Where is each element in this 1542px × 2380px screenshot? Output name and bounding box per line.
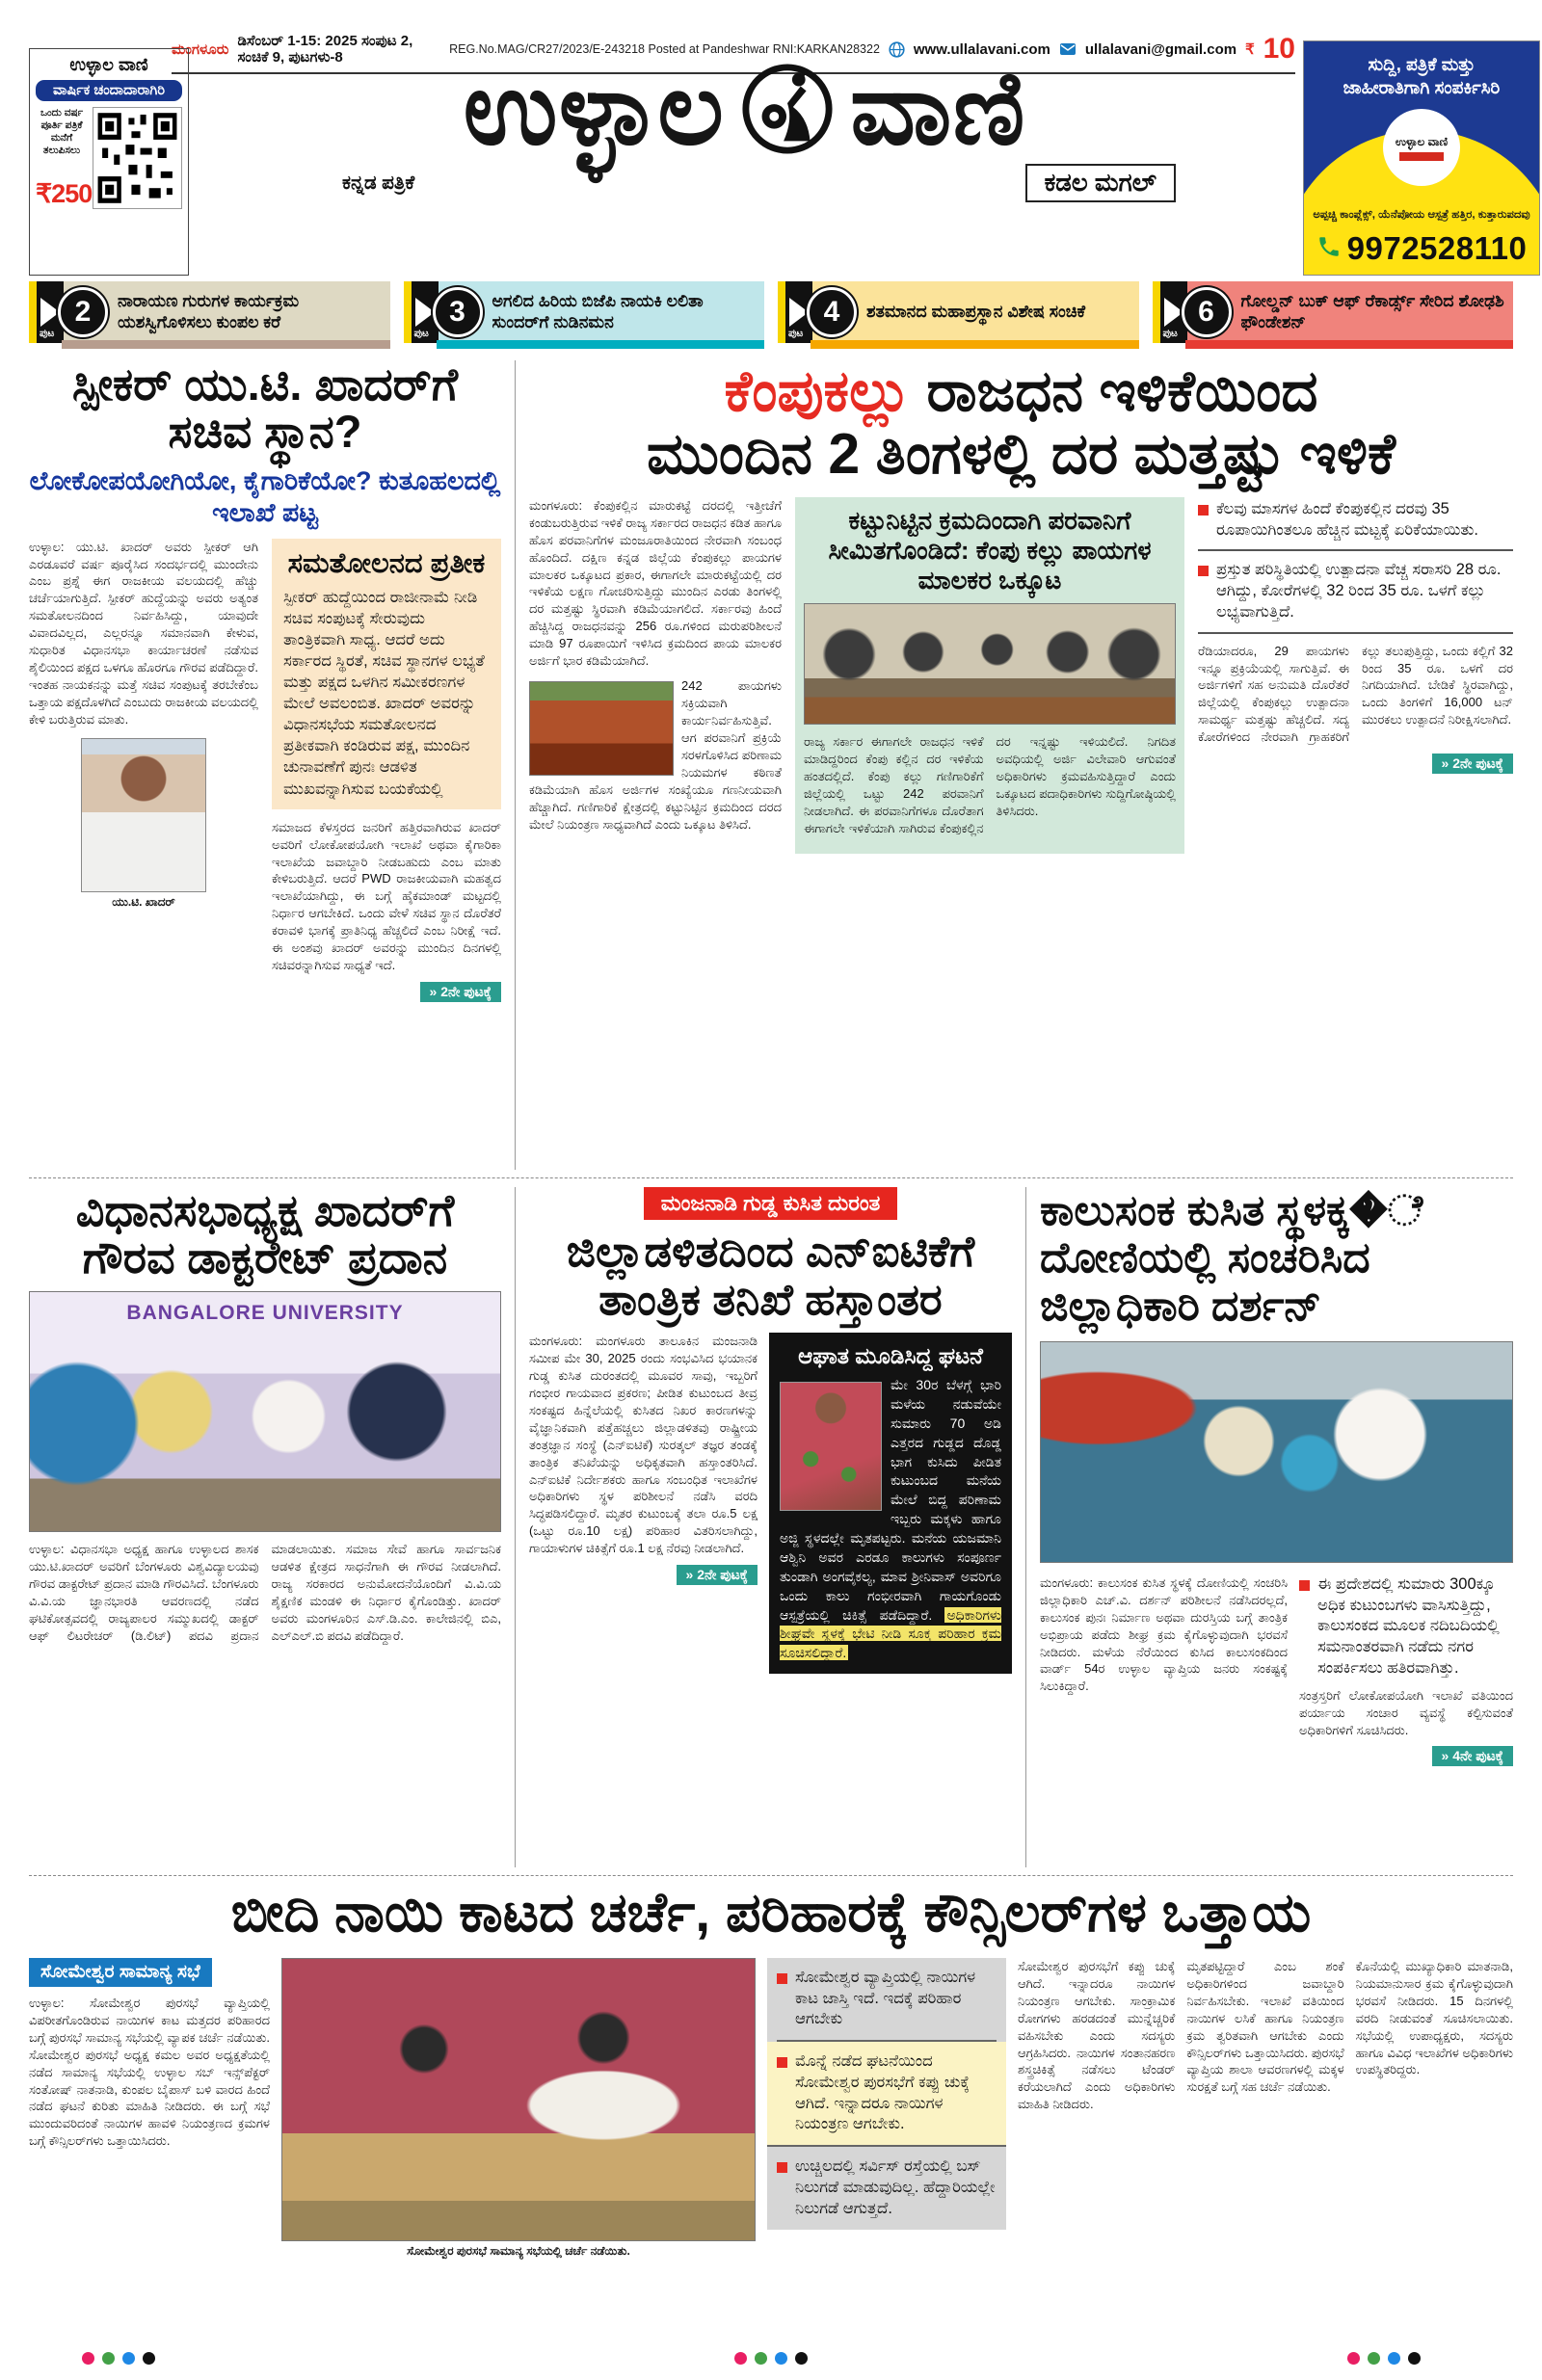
continued-tag[interactable]: » 2ನೇ ಪುಟಕ್ಕೆ [420,982,501,1002]
subscription-price: ₹250 [36,179,93,208]
redstone-headline [529,360,1513,486]
registration-dots [734,2352,808,2365]
teaser-page-number: 4 [807,287,857,337]
bullet-square-icon [1299,1580,1310,1591]
landslide-headline [529,1228,1012,1323]
khader-portrait-photo [81,738,206,892]
meeting-photo-caption: ಸೋಮೇಶ್ವರ ಪುರಸಭೆ ಸಾಮಾನ್ಯ ಸಭೆಯಲ್ಲಿ ಚರ್ಚೆ ನಡೆಯಿತು. [407,2243,630,2258]
victim-photo [780,1382,882,1511]
dot [122,2352,135,2365]
boat-inspection-photo [1040,1341,1513,1563]
dot [734,2352,747,2365]
cover-price: 10 [1263,33,1295,65]
dancer-logo-icon [740,62,835,156]
meeting-label: ಸೋಮೇಶ್ವರ ಸಾಮಾನ್ಯ ಸಭೆ [29,1958,212,1987]
qr-code [93,107,182,209]
bullet-text: ಪ್ರಸ್ತುತ ಪರಿಸ್ಥಿತಿಯಲ್ಲಿ ಉತ್ಪಾದನಾ ವೆಚ್ಚ ಸರಾಸರಿ 28 ರೂ. ಆಗಿದ್ದು, ಕೋರೆಗಳಲ್ಲಿ 32 ರಿಂದ 35 ರೂ. ಒಳಗೆ ಕಲ್ಲು ಲಭ್ಯವಾಗುತ್ತಿದೆ. [1216,561,1502,621]
email-icon [1059,42,1077,56]
registration-dots [82,2352,155,2365]
highlight-bullet [1198,497,1513,552]
speaker-body-col2: ಸಮಾಜದ ಕೆಳಸ್ತರದ ಜನರಿಗೆ ಹತ್ತಿರವಾಗಿರುವ ಖಾದರ್ ಅವರಿಗೆ ಲೋಕೋಪಯೋಗಿ ಇಲಾಖೆ ಅಥವಾ ಕೈಗಾರಿಕಾ ಇಲಾಖೆಯ ಜವಾಬ್ದಾರಿ ನೀಡಬಹುದು ಎಂಬ ಮಾತು ಕೇಳಿಬರುತ್ತಿದೆ. ಆದರೆ PWD ರಾಜಕೀಯವಾಗಿ ಮಹತ್ವದ ಇಲಾಖೆಯಾಗಿದ್ದು, ಈ ಬಗ್ಗೆ ಹೈಕಮಾಂಡ್ ಮಟ್ಟದಲ್ಲಿ ನಿರ್ಧಾರ ಆಗಬೇಕಿದೆ. ಒಂದು ವೇಳೆ ಸಚಿವ ಸ್ಥಾನ ದೊರೆತರೆ ಕರಾವಳಿ ಭಾಗಕ್ಕೆ ಪ್ರಾತಿನಿಧ್ಯ ಹೆಚ್ಚಲಿದೆ ಎಂಬ ನಿರೀಕ್ಷೆ ಇದೆ. ಈ ಅಂಶವು ಖಾದರ್ ಅವರನ್ನು ಮುಂದಿನ ದಿನಗಳಲ್ಲಿ ಸಚಿವರನ್ನಾಗಿಸುವ ಸಾಧ್ಯತೆ ಇದೆ. [272,819,501,973]
teaser-page-number: 6 [1182,287,1232,337]
speaker-subhead: ಲೋಕೋಪಯೋಗಿಯೋ, ಕೈಗಾರಿಕೆಯೋ? ಕುತೂಹಲದಲ್ಲಿ ಇಲಾಖೆ ಪಟ್ಟ [29,465,501,527]
dot [795,2352,808,2365]
speaker-headline: ಸ್ಪೀಕರ್ ಯು.ಟಿ. ಖಾದರ್‌ಗೆ ಸಚಿವ ಸ್ಥಾನ? [71,358,459,458]
teaser-page-2[interactable] [29,281,390,343]
straydog-col-a: ಸೋಮೇಶ್ವರ ಪುರಸಭೆಗೆ ಕಪ್ಪು ಚುಕ್ಕೆ ಆಗಿದೆ. ಇನ್ನಾದರೂ ನಾಯಿಗಳ ನಿಯಂತ್ರಣ ಆಗಬೇಕು. ಸಾಂಕ್ರಾಮಿಕ ರೋಗಗಳು ಹರಡದಂತೆ ಮುನ್ನೆಚ್ಚರಿಕೆ ವಹಿಸಬೇಕು ಎಂದು ಸದಸ್ಯರು ಆಗ್ರಹಿಸಿದರು. ನಾಯಿಗಳ ಸಂತಾನಹರಣ ಶಸ್ತ್ರಚಿಕಿತ್ಸೆ ನಡೆಸಲು ಟೆಂಡರ್ ಕರೆಯಲಾಗಿದೆ ಎಂದು ಅಧಿಕಾರಿಗಳು ಮಾಹಿತಿ ನೀಡಿದರು. [1018,1958,1176,2112]
teaser-text: ಅಗಲಿದ ಹಿರಿಯ ಬಿಜೆಪಿ ನಾಯಕಿ ಲಲಿತಾ ಸುಂದರ್‌ಗೆ ನುಡಿನಮನ [492,291,704,331]
straydog-quote-box [767,1958,1006,2230]
redstone-right-text: ರೆಡಿಯಾದರೂ, 29 ಪಾಯಗಳು ಇನ್ನೂ ಪ್ರಕ್ರಿಯೆಯಲ್ಲಿ ಸಾಗುತ್ತಿವೆ. ಈ ಅರ್ಜಿಗಳಿಗೆ ಸಹ ಅನುಮತಿ ದೊರೆತರೆ ಜಿಲ್ಲೆಯಲ್ಲಿ ಕೆಂಪುಕಲ್ಲು ಉತ್ಪಾದನಾ ಸಾಮರ್ಥ್ಯ ಮತ್ತಷ್ಟು ಹೆಚ್ಚಲಿದೆ. ಸದ್ಯ ಕೋರೆಗಳಿಂದ ನೇರವಾಗಿ ಗ್ರಾಹಕರಿಗೆ ಕಲ್ಲು ತಲುಪುತ್ತಿದ್ದು, ಒಂದು ಕಲ್ಲಿಗೆ 32 ರಿಂದ 35 ರೂ. ಒಳಗೆ ದರ ನಿಗದಿಯಾಗಿದೆ. ಬೇಡಿಕೆ ಸ್ಥಿರವಾಗಿದ್ದು, ಒಂದು ತಿಂಗಳಿಗೆ 16,000 ಟನ್ ಮುರಕಲು ಉತ್ಪಾದನೆ ನಿರೀಕ್ಷಿಸಲಾಗಿದೆ. [1198,643,1513,745]
redstone-body-col1b: 242 ಪಾಯಗಳು ಸಕ್ರಿಯವಾಗಿ ಕಾರ್ಯನಿರ್ವಹಿಸುತ್ತಿವೆ. ಆಗ ಪರವಾನಿಗೆ ಪ್ರಕ್ರಿಯೆ ಸರಳಗೊಳಿಸಿದ ಪರಿಣಾಮ ನಿಯಮಗಳ ಕಠಿಣತೆ ಕಡಿಮೆಯಾಗಿ ಹೊಸ ಅರ್ಜಿಗಳ ಸಂಖ್ಯೆಯೂ ಗಣನೀಯವಾಗಿ ಹೆಚ್ಚಾಗಿದೆ. ಗಣಿಗಾರಿಕೆ ಕ್ಷೇತ್ರದಲ್ಲಿ ಕಟ್ಟುನಿಟ್ಟಿನ ಕ್ರಮದಿಂದ ದರದ ಮೇಲೆ ನಿಯಂತ್ರಣ ಸಾಧ್ಯವಾಗಿದೆ ಎಂದು ಒಕ್ಕೂಟ ತಿಳಿಸಿದೆ. [529,678,782,832]
doctorate-headline-line2: ಗೌರವ ಡಾಕ್ಟರೇಟ್ ಪ್ರದಾನ [82,1232,448,1283]
dot [82,2352,94,2365]
black-box-title: ಆಘಾತ ಮೂಡಿಸಿದ್ದ ಘಟನೆ [798,1343,983,1368]
landslide-headline-line1: ಜಿಲ್ಲಾಡಳಿತದಿಂದ ಎನ್‌ಐಟಿಕೆಗೆ [566,1227,975,1276]
dot [1368,2352,1380,2365]
footbridge-bullet [1299,1574,1513,1687]
straydog-intro: ಉಳ್ಳಾಲ: ಸೋಮೇಶ್ವರ ಪುರಸಭೆ ವ್ಯಾಪ್ತಿಯಲ್ಲಿ ವಿಪರೀತಗೊಂಡಿರುವ ನಾಯಿಗಳ ಕಾಟ ಮತ್ತದರ ಪರಿಹಾರದ ಬಗ್ಗೆ ಪುರಸಭೆ ಸಾಮಾನ್ಯ ಸಭೆಯಲ್ಲಿ ವ್ಯಾಪಕ ಚರ್ಚೆ ನಡೆಯಿತು. ಸೋಮೇಶ್ವರ ಪುರಸಭೆ ಅಧ್ಯಕ್ಷ ಕಮಲ ಅವರ ಅಧ್ಯಕ್ಷತೆಯಲ್ಲಿ ನಡೆದ ಸಾಮಾನ್ಯ ಸಭೆಯಲ್ಲಿ ಉಳ್ಳಾಲ ಸಬ್ ಇನ್ಸ್‌ಪೆಕ್ಟರ್ ಸಂತೋಷ್ ನಾತನಾಡಿ, ಕುಂಪಲ ಬೈಪಾಸ್ ಬಳಿ ವಾರದ ಹಿಂದೆ ನಡೆದ ಘಟನೆ ಕುರಿತು ಮಾಹಿತಿ ನೀಡಿದರು. ಈ ಬಗ್ಗೆ ಸಭೆ ಮುಂದುವರಿದಂತೆ ನಾಯಿಗಳ ಹಾವಳಿ ನಿಯಂತ್ರಣದ ಕ್ರಮಗಳ ಬಗ್ಗೆ ಕೌನ್ಸಿಲರ್‌ಗಳು ಒತ್ತಾಯಿಸಿದರು. [29,1995,270,2149]
subscription-bar: ವಾರ್ಷಿಕ ಚಂದಾದಾರಾಗಿರಿ [36,80,182,101]
masthead [198,52,1291,202]
teaser-page-label: ಪುಟ [1162,328,1178,339]
teaser-page-4[interactable] [778,281,1139,343]
teaser-text: ಗೋಲ್ಡನ್ ಬುಕ್ ಆಫ್ ರೆಕಾರ್ಡ್ಸ್ ಸೇರಿದ ಶೋಢಶಿ ಫೌಂಡೇಶನ್ [1240,291,1504,331]
newspaper-title [198,52,1291,166]
section-divider [29,1875,1513,1876]
dot [1388,2352,1400,2365]
registration-dots [1347,2352,1421,2365]
black-box-highlight: ಅಧಿಕಾರಿಗಳು ಶೀಘ್ರವೇ ಸ್ಥಳಕ್ಕೆ ಭೇಟಿ ನೀಡಿ ಸೂಕ್ತ ಪರಿಹಾರ ಕ್ರಮ ಸೂಚಿಸಲಿದ್ದಾರೆ. [780,1606,1001,1661]
teaser-page-number: 3 [433,287,483,337]
subscription-brand: ಉಳ್ಳಾಲ ವಾಣಿ [69,55,148,74]
redstone-center-text: ರಾಜ್ಯ ಸರ್ಕಾರ ಈಗಾಗಲೇ ರಾಜಧನ ಇಳಿಕೆ ಮಾಡಿದ್ದರಿಂದ ಕೆಂಪು ಕಲ್ಲಿನ ದರ ಇಳಿಕೆಯ ಹಂತದಲ್ಲಿದೆ. ಕೆಂಪು ಕಲ್ಲು ಗಣಿಗಾರಿಕೆಗೆ ಜಿಲ್ಲೆಯಲ್ಲಿ ಒಟ್ಟು 242 ಪರವಾನಿಗೆ ನೀಡಲಾಗಿದೆ. ಈ ಪರವಾನಿಗೆಗಳೂ ದೊರೆತಾಗ ಈಗಾಗಲೇ ಇಳಿಕೆಯಾಗಿ ಸಾಗಿರುವ ಕೆಂಪುಕಲ್ಲಿನ ದರ ಇನ್ನಷ್ಟು ಇಳಿಯಲಿದೆ. ನಿಗದಿತ ಅವಧಿಯಲ್ಲಿ ಅರ್ಜಿ ವಿಲೇವಾರಿ ಆಗುವಂತೆ ಅಧಿಕಾರಿಗಳು ಕ್ರಮವಹಿಸುತ್ತಿದ್ದಾರೆ ಎಂದು ಒಕ್ಕೂಟದ ಪದಾಧಿಕಾರಿಗಳು ಸುದ್ದಿಗೋಷ್ಠಿಯಲ್ಲಿ ತಿಳಿಸಿದರು. [804,734,1176,836]
article-honorary-doctorate [29,1187,516,1867]
page-teaser-strip [29,281,1513,343]
bullet-square-icon [777,2057,787,2068]
redstone-headline-accent: ಕೆಂಪುಕಲ್ಲು [724,359,912,423]
bullet-square-icon [1198,505,1209,516]
teaser-page-number: 2 [58,287,108,337]
masthead-tagline-left: ಕನ್ನಡ ಪತ್ರಿಕೆ [342,172,415,194]
article-landslide-probe [516,1187,1026,1867]
doctorate-body: ಉಳ್ಳಾಲ: ವಿಧಾನಸಭಾ ಅಧ್ಯಕ್ಷ ಹಾಗೂ ಉಳ್ಳಾಲದ ಶಾಸಕ ಯು.ಟಿ.ಖಾದರ್ ಅವರಿಗೆ ಬೆಂಗಳೂರು ವಿಶ್ವವಿದ್ಯಾಲಯವು ಗೌರವ ಡಾಕ್ಟರೇಟ್ ಪ್ರದಾನ ಮಾಡಿ ಗೌರವಿಸಿದೆ. ಬೆಂಗಳೂರು ವಿ.ವಿ.ಯ ಜ್ಞಾನಭಾರತಿ ಆವರಣದಲ್ಲಿ ನಡೆದ ಘಟಿಕೋತ್ಸವದಲ್ಲಿ ರಾಜ್ಯಪಾಲರ ಸಮ್ಮುಖದಲ್ಲಿ ಡಾಕ್ಟರ್ ಆಫ್ ಲಿಟರೇಚರ್ (ಡಿ.ಲಿಟ್) ಪದವಿ ಪ್ರದಾನ ಮಾಡಲಾಯಿತು. ಸಮಾಜ ಸೇವೆ ಹಾಗೂ ಸಾರ್ವಜನಿಕ ಆಡಳಿತ ಕ್ಷೇತ್ರದ ಸಾಧನೆಗಾಗಿ ಈ ಗೌರವ ನೀಡಲಾಗಿದೆ. ರಾಜ್ಯ ಸರಕಾರದ ಅನುಮೋದನೆಯೊಂದಿಗೆ ವಿ.ವಿ.ಯ ಶೈಕ್ಷಣಿಕ ಮಂಡಳಿ ಈ ನಿರ್ಧಾರ ಕೈಗೊಂಡಿತ್ತು. ಖಾದರ್ ಅವರು ಮಂಗಳೂರಿನ ಎಸ್.ಡಿ.ಎಂ. ಕಾಲೇಜಿನಲ್ಲಿ ಬಿಎ, ಎಲ್‌ಎಲ್.ಬಿ ಪದವಿ ಪಡೆದಿದ್ದಾರೆ. [29,1542,501,1644]
redstone-highlights [1198,497,1513,854]
contact-ad-line1: ಸುದ್ದಿ, ಪತ್ರಿಕೆ ಮತ್ತು [1368,54,1476,74]
teaser-page-label: ಪುಟ [413,328,429,339]
footbridge-headline-line2: ದೋಣಿಯಲ್ಲಿ ಸಂಚರಿಸಿದ [1040,1234,1370,1283]
laterite-quarry-photo [529,681,674,776]
photo-banner-text: BANGALORE UNIVERSITY [126,1302,404,1325]
bullet-square-icon [777,1973,787,1984]
bullet-square-icon [1198,566,1209,576]
speaker-body-col1: ಉಳ್ಳಾಲ: ಯು.ಟಿ. ಖಾದರ್ ಅವರು ಸ್ಪೀಕರ್ ಆಗಿ ಎರಡೂವರೆ ವರ್ಷ ಪೂರೈಸಿದ ಸಂದರ್ಭದಲ್ಲಿ ಮುಂದೇನು ಎಂಬ ಪ್ರಶ್ನೆ ಈಗ ರಾಜಕೀಯ ವಲಯದಲ್ಲಿ ಹೆಚ್ಚು ಚರ್ಚೆಯಾಗುತ್ತಿದೆ. ಸ್ಪೀಕರ್ ಹುದ್ದೆಯನ್ನು ಅವರು ಅತ್ಯಂತ ಸಮತೋಲನದಿಂದ ನಿರ್ವಹಿಸಿದ್ದು, ಯಾವುದೇ ವಿವಾದವಿಲ್ಲದ, ಎಲ್ಲರನ್ನೂ ಸಮಾನವಾಗಿ ಕೇಳುವ, ಸುಧಾರಿತ ವಿಧಾನಸಭಾ ಕಾರ್ಯಾಚರಣೆ ನಡೆಸುವ ಶೈಲಿಯಿಂದ ಪಕ್ಷದ ಒಳಗೂ ಹೊರಗೂ ಗೌರವ ಪಡೆದಿದ್ದಾರೆ. ಇಂತಹ ನಾಯಕನನ್ನು ಮತ್ತೆ ಸಚಿವ ಸಂಪುಟಕ್ಕೆ ತರಬೇಕೆಂಬ ಒತ್ತಾಯ ಪಕ್ಷದೊಳಗಿದೆ ಎಂಬುದು ರಾಜಕೀಯ ವಲಯದಲ್ಲಿ ಕೇಳಿ ಬರುತ್ತಿರುವ ಮಾತು. [29,539,258,727]
dot [1347,2352,1360,2365]
title-word-left: ಉಳ್ಳಾಲ [463,52,725,166]
title-word-right: ವಾಣಿ [849,52,1026,166]
currency-symbol: ₹ [1245,41,1255,58]
black-box-text: ಮೇ 30ರ ಬೆಳಗ್ಗೆ ಭಾರಿ ಮಳೆಯ ನಡುವೆಯೇ ಸುಮಾರು 70 ಅಡಿ ಎತ್ತರದ ಗುಡ್ಡದ ದೊಡ್ಡ ಭಾಗ ಕುಸಿದು ಪೀಡಿತ ಕುಟುಂಬದ ಮನೆಯ ಮೇಲೆ ಬಿದ್ದ ಪರಿಣಾಮ ಇಬ್ಬರು ಮಕ್ಕಳು ಹಾಗೂ ಅಜ್ಜಿ ಸ್ಥಳದಲ್ಲೇ ಮೃತಪಟ್ಟರು. ಮನೆಯ ಯಜಮಾನಿ ಆಶ್ವಿನಿ ಅವರ ಎರಡೂ ಕಾಲುಗಳು ಸಂಪೂರ್ಣ ತುಂಡಾಗಿ ಅಂಗವೈಕಲ್ಯ, ಮಾವ ಶ್ರೀನಿವಾಸ್ ಅವರಿಗೂ ಒಂದು ಕಾಲು ಗಂಭೀರವಾಗಿ ಗಾಯಗೊಂಡು ಆಸ್ಪತ್ರೆಯಲ್ಲಿ ಚಿಕಿತ್ಸೆ ಪಡೆದಿದ್ದಾರೆ. [780,1377,1001,1623]
continued-tag[interactable]: » 2ನೇ ಪುಟಕ್ಕೆ [1432,754,1513,774]
doctorate-headline [29,1187,501,1282]
article-footbridge-dc-visit [1026,1187,1513,1867]
subscription-offer: ಒಂದು ವರ್ಷ ಪೂರ್ತಿ ಪತ್ರಿಕೆ ಮನೆಗೆ ತಲುಪಿಸಲು [40,107,84,156]
section-divider [29,1177,1513,1178]
bullet-text: ಉಚ್ಚಿಲದಲ್ಲಿ ಸರ್ವಿಸ್ ರಸ್ತೆಯಲ್ಲಿ ಬಸ್ ನಿಲುಗಡೆ ಮಾಡುವುದಿಲ್ಲ. ಹೆದ್ದಾರಿಯಲ್ಲೇ ನಿಲುಗಡೆ ಆಗುತ್ತದೆ. [795,2157,996,2217]
contact-ad-line2: ಜಾಹೀರಾತಿಗಾಗಿ ಸಂಪರ್ಕಿಸಿರಿ [1343,77,1501,98]
bullet-square-icon [777,2162,787,2173]
landslide-kicker: ಮಂಜನಾಡಿ ಗುಡ್ಡ ಕುಸಿತ ದುರಂತ [644,1187,898,1220]
footbridge-headline [1040,1187,1513,1330]
landslide-black-box [769,1333,1012,1674]
footbridge-headline-line1: ಕಾಲುಸಂಕ ಕುಸಿತ ಸ್ಥಳಕ್ಕ�ೆ [1040,1187,1423,1234]
article-speaker-khader [29,360,516,1170]
email-link[interactable]: ullalavani@gmail.com [1084,40,1237,58]
teaser-page-label: ಪುಟ [788,328,804,339]
khader-photo-caption: ಯು.ಟಿ. ಖಾದರ್ [112,894,175,909]
footbridge-body: ಮಂಗಳೂರು: ಕಾಲುಸಂಕ ಕುಸಿತ ಸ್ಥಳಕ್ಕೆ ದೋಣಿಯಲ್ಲಿ ಸಂಚರಿಸಿ ಜಿಲ್ಲಾಧಿಕಾರಿ ಎಚ್.ವಿ. ದರ್ಶನ್ ಪರಿಶೀಲನೆ ನಡೆಸಿದರಲ್ಲದೆ, ಕಾಲುಸಂಕ ಪುನಃ ನಿರ್ಮಾಣ ಅಥವಾ ದುರಸ್ತಿಯ ಬಗ್ಗೆ ತಾಂತ್ರಿಕ ಅಭಿಪ್ರಾಯ ಪಡೆದು ಶೀಘ್ರ ಕ್ರಮ ಕೈಗೊಳ್ಳುವುದಾಗಿ ಭರವಸೆ ನೀಡಿದರು. ಮಳೆಯ ನೆರೆಯಿಂದ ಕುಸಿದ ಕಾಲುಸಂಕದಿಂದ ವಾರ್ಡ್ 54ರ ಉಳ್ಳಾಲ ವ್ಯಾಪ್ತಿಯ ಜನರು ಸಂಕಷ್ಟಕ್ಕೆ ಸಿಲುಕಿದ್ದಾರೆ. [1040,1574,1288,1694]
sidebar-box-text: ಸ್ಪೀಕರ್ ಹುದ್ದೆಯಿಂದ ರಾಜೀನಾಮೆ ನೀಡಿ ಸಚಿವ ಸಂಪುಟಕ್ಕೆ ಸೇರುವುದು ತಾಂತ್ರಿಕವಾಗಿ ಸಾಧ್ಯ. ಆದರೆ ಅದು ಸರ್ಕಾರದ ಸ್ಥಿರತೆ, ಸಚಿವ ಸ್ಥಾನಗಳ ಲಭ್ಯತೆ ಮತ್ತು ಪಕ್ಷದ ಒಳಗಿನ ಸಮೀಕರಣಗಳ ಮೇಲೆ ಅವಲಂಬಿತ. ಖಾದರ್ ಅವರನ್ನು ವಿಧಾನಸಭೆಯ ಸಮತೋಲನದ ಪ್ರತೀಕವಾಗಿ ಕಂಡಿರುವ ಪಕ್ಷ, ಮುಂದಿನ ಚುನಾವಣೆಗೆ ಪುನಃ ಆಡಳಿತ ಮುಖವನ್ನಾಗಿಸುವ ಬಯಕೆಯಲ್ಲಿ [283,588,485,798]
dot [102,2352,115,2365]
masthead-tagline-right: ಕಡಲ ಮಗಲ್ [1025,164,1176,202]
bullet-text: ಈ ಪ್ರದೇಶದಲ್ಲಿ ಸುಮಾರು 300ಕ್ಕೂ ಅಧಿಕ ಕುಟುಂಬಗಳು ವಾಸಿಸುತ್ತಿದ್ದು, ಕಾಲುಸಂಕದ ಮೂಲಕ ನದಿಬದಿಯಲ್ಲಿ ಸಮನಾಂತರವಾಗಿ ನಡೆದು ನಗರ ಸಂಪರ್ಕಿಸಲು ಹತಿರವಾಗಿತ್ತು. [1317,1574,1500,1677]
teaser-text: ನಾರಾಯಣ ಗುರುಗಳ ಕಾರ್ಯಕ್ರಮ ಯಶಸ್ವಿಗೊಳಿಸಲು ಕುಂಪಲ ಕರೆ [118,291,300,331]
sidebar-box-title: ಸಮತೋಲನದ ಪ್ರತೀಕ [287,547,486,579]
speaker-sidebar-box [272,539,501,809]
dot [755,2352,767,2365]
redstone-body-col1: ಮಂಗಳೂರು: ಕೆಂಪುಕಲ್ಲಿನ ಮಾರುಕಟ್ಟೆ ದರದಲ್ಲಿ ಇತ್ತೀಚೆಗೆ ಕಂಡುಬರುತ್ತಿರುವ ಇಳಿಕೆ ರಾಜ್ಯ ಸರ್ಕಾರದ ರಾಜಧನ ಕಡಿತ ಹಾಗೂ ಹೊಸ ಪರವಾನಿಗೆಗಳ ಮಂಜೂರಾತಿಯಿಂದ ನೇರವಾಗಿ ಸಂಬಂಧ ಹೊಂದಿದೆ. ದಕ್ಷಿಣ ಕನ್ನಡ ಜಿಲ್ಲೆಯ ಕೆಂಪುಕಲ್ಲು ಪಾಯಗಳ ಮಾಲಕರ ಒಕ್ಕೂಟದ ಪ್ರಕಾರ, ಈಗಾಗಲೇ ಮಾರುಕಟ್ಟೆಯಲ್ಲಿ ದರ ಇಳಿಕೆಯ ಲಕ್ಷಣ ಗೋಚರಿಸುತ್ತಿದ್ದು ಮುಂದಿನ ಎರಡು ತಿಂಗಳಲ್ಲಿ ದರ ಮತ್ತಷ್ಟು ಸ್ಥಿರವಾಗಿ ಕಡಿಮೆಯಾಗಲಿದೆ. ಸರ್ಕಾರವು ಹಿಂದೆ ಹೆಚ್ಚಿಸಿದ್ದ ರಾಜಧನವನ್ನು 256 ರೂ.ಗಳಿಂದ ಮರುಪರಿಶೀಲನೆ ಮಾಡಿ 97 ರೂಪಾಯಿಗೆ ಇಳಿಸಿದ ಕ್ರಮದಿಂದ ಪಾಯ ಮಾಲಕರ ಅರ್ಜಿಗೆ ಭಾರ ಕಡಿಮೆಯಾಗಿದೆ. [529,497,782,669]
redstone-headline-rest: ರಾಜಧನ ಇಳಿಕೆಯಿಂದ [911,359,1318,423]
article-redstone-royalty [516,360,1513,1170]
quote-bullet [777,1958,997,2042]
issue-info: ಡಿಸೆಂಬರ್ 1-15: 2025 ಸಂಪುಟ 2, ಸಂಚಿಕೆ 9, ಪುಟಗಳು-8 [237,33,413,66]
teaser-page-6[interactable] [1153,281,1514,343]
ad-brand-name: ಉಳ್ಳಾಲ ವಾಣಿ [1395,134,1449,148]
dateline-city: ಮಂಗಳೂರು [172,40,229,58]
straydog-col-c: ಕೊನೆಯಲ್ಲಿ ಮುಖ್ಯಾಧಿಕಾರಿ ಮಾತನಾಡಿ, ನಿಯಮಾನುಸಾರ ಕ್ರಮ ಕೈಗೊಳ್ಳುವುದಾಗಿ ಭರವಸೆ ನೀಡಿದರು. 15 ದಿನಗಳಲ್ಲಿ ವರದಿ ನೀಡುವಂತೆ ಸೂಚಿಸಲಾಯಿತು. ಸಭೆಯಲ್ಲಿ ಉಪಾಧ್ಯಕ್ಷರು, ಸದಸ್ಯರು ಹಾಗೂ ವಿವಿಧ ಇಲಾಖೆಗಳ ಅಧಿಕಾರಿಗಳು ಉಪಸ್ಥಿತರಿದ್ದರು. [1355,1958,1513,2077]
straydog-col-b: ಮೃತಪಟ್ಟಿದ್ದಾರೆ ಎಂಬ ಶಂಕೆ ಅಧಿಕಾರಿಗಳಿಂದ ಜವಾಬ್ದಾರಿ ನಿರ್ವಹಿಸಬೇಕು. ಇಲಾಖೆ ವತಿಯಿಂದ ನಾಯಿಗಳ ಲಸಿಕೆ ಹಾಗೂ ನಿಯಂತ್ರಣ ಕ್ರಮ ತ್ವರಿತವಾಗಿ ಆಗಬೇಕು ಎಂದು ಕೌನ್ಸಿಲರ್‌ಗಳು ಒತ್ತಾಯಿಸಿದರು. ಪುರಸಭೆ ವ್ಯಾಪ್ತಿಯ ಶಾಲಾ ಆವರಣಗಳಲ್ಲಿ ಮಕ್ಕಳ ಸುರಕ್ಷತೆ ಬಗ್ಗೆ ಸಹ ಚರ್ಚೆ ನಡೆಯಿತು. [1186,1958,1344,2095]
doctorate-headline-line1: ವಿಧಾನಸಭಾಧ್ಯಕ್ಷ ಖಾದರ್‌ಗೆ [75,1185,455,1235]
ad-brand-band [1399,152,1444,161]
landslide-headline-line2: ತಾಂತ್ರಿಕ ತನಿಖೆ ಹಸ್ತಾಂತರ [598,1274,943,1324]
footbridge-headline-line3: ಜಿಲ್ಲಾಧಿಕಾರಿ ದರ್ಶನ್ [1040,1282,1322,1330]
press-conference-photo [804,603,1176,725]
doctorate-ceremony-photo [29,1291,501,1532]
quote-bullet-highlight [767,2042,1006,2147]
highlight-bullet [1198,551,1513,633]
press-meet-headline: ಕಟ್ಟುನಿಟ್ಟಿನ ಕ್ರಮದಿಂದಾಗಿ ಪರವಾನಿಗೆ ಸೀಮಿತಗೊಂಡಿದೆ: ಕೆಂಪು ಕಲ್ಲು ಪಾಯಗಳ ಮಾಲಕರ ಒಕ್ಕೂಟ [828,505,1152,595]
quote-bullet [777,2147,997,2229]
phone-icon [1316,234,1342,264]
contact-ad [1303,40,1540,276]
article-stray-dogs [29,1882,1513,2259]
landslide-body: ಮಂಗಳೂರು: ಮಂಗಳೂರು ತಾಲೂಕಿನ ಮಂಜನಾಡಿ ಸಮೀಪ ಮೇ 30, 2025 ರಂದು ಸಂಭವಿಸಿದ ಭಯಾನಕ ಗುಡ್ಡ ಕುಸಿತ ದುರಂತದಲ್ಲಿ ಮೂವರ ಸಾವು, ಇಬ್ಬರಿಗೆ ಗಂಭೀರ ಗಾಯವಾದ ಪ್ರಕರಣ; ಪೀಡಿತ ಕುಟುಂಬದ ತೀವ್ರ ಸಂಕಷ್ಟದ ಹಿನ್ನೆಲೆಯಲ್ಲಿ ಕುಸಿತದ ನಿಖರ ಕಾರಣಗಳನ್ನು ವೈಜ್ಞಾನಿಕವಾಗಿ ಪತ್ತೆಹಚ್ಚಲು ಜಿಲ್ಲಾಡಳಿತವು ರಾಷ್ಟ್ರೀಯ ತಂತ್ರಜ್ಞಾನ ಸಂಸ್ಥೆ (ಎನ್‌ಐಟಿಕೆ) ಸುರತ್ಕಲ್ ತಜ್ಞರ ತಂಡಕ್ಕೆ ತಾಂತ್ರಿಕ ತನಿಖೆಯನ್ನು ಅಧಿಕೃತವಾಗಿ ಹಸ್ತಾಂತರಿಸಿದೆ. ಎನ್‌ಐಟಿಕೆ ನಿರ್ದೇಶಕರು ಹಾಗೂ ಸಂಬಂಧಿತ ಇಲಾಖೆಗಳ ಅಧಿಕಾರಿಗಳು ಸ್ಥಳ ಪರಿಶೀಲನೆ ನಡೆಸಿ ವರದಿ ಸಿದ್ಧಪಡಿಸಲಿದ್ದಾರೆ. ಮೃತರ ಕುಟುಂಬಕ್ಕೆ ತಲಾ ರೂ.5 ಲಕ್ಷ (ಒಟ್ಟು ರೂ.10 ಲಕ್ಷ) ಪರಿಹಾರ ವಿತರಿಸಲಾಗಿದ್ದು, ಗಾಯಾಳುಗಳ ಚಿಕಿತ್ಸೆಗೆ ರೂ.1 ಲಕ್ಷ ನೆರವು ನೀಡಲಾಗಿದೆ. [529,1334,758,1556]
dot [143,2352,155,2365]
registration-info: REG.No.MAG/CR27/2023/E-243218 Posted at Pandeshwar RNI:KARKAN28322 [449,42,880,56]
subscription-ad [29,48,189,276]
teaser-text: ಶತಮಾನದ ಮಹಾಪ್ರಸ್ಥಾನ ವಿಶೇಷ ಸಂಚಿಕೆ [866,302,1086,322]
redstone-headline-line2: ಮುಂದಿನ 2 ತಿಂಗಳಲ್ಲಿ ದರ ಮತ್ತಷ್ಟು ಇಳಿಕೆ [647,421,1396,486]
dot [1408,2352,1421,2365]
dot [775,2352,787,2365]
continued-tag[interactable]: » 4ನೇ ಪುಟಕ್ಕೆ [1432,1746,1513,1766]
bullet-text: ಮೊನ್ನೆ ನಡೆದ ಘಟನೆಯಿಂದ ಸೋಮೇಶ್ವರ ಪುರಸಭೆಗೆ ಕಪ್ಪು ಚುಕ್ಕೆ ಆಗಿದೆ. ಇನ್ನಾದರೂ ನಾಯಿಗಳ ನಿಯಂತ್ರಣ ಆಗಬೇಕು. [795,2052,970,2133]
bullet-text: ಕೆಲವು ಮಾಸಗಳ ಹಿಂದೆ ಕೆಂಪುಕಲ್ಲಿನ ದರವು 35 ರೂಪಾಯಿಗಿಂತಲೂ ಹೆಚ್ಚಿನ ಮಟ್ಟಕ್ಕೆ ಏರಿಕೆಯಾಯಿತು. [1216,499,1478,539]
continued-tag[interactable]: » 2ನೇ ಪುಟಕ್ಕೆ [677,1565,758,1585]
teaser-page-3[interactable] [404,281,765,343]
ad-address: ಅಪ್ಪಚ್ಚಿ ಕಾಂಪ್ಲೆಕ್ಸ್, ಯೆನೆಪೋಯ ಆಸ್ಪತ್ರೆ ಹತ್ತಿರ, ಕುತ್ತಾರುಪದವು [1313,209,1530,222]
bullet-text: ಸೋಮೇಶ್ವರ ವ್ಯಾಪ್ತಿಯಲ್ಲಿ ನಾಯಿಗಳ ಕಾಟ ಜಾಸ್ತಿ ಇದೆ. ಇದಕ್ಕೆ ಪರಿಹಾರ ಆಗಬೇಕು [795,1968,976,2028]
website-link[interactable]: www.ullalavani.com [913,40,1050,58]
straydog-banner-headline: ಬೀದಿ ನಾಯಿ ಕಾಟದ ಚರ್ಚೆ, ಪರಿಹಾರಕ್ಕೆ ಕೌನ್ಸಿಲರ್‌ಗಳ ಒತ್ತಾಯ [230,1882,1312,1944]
footbridge-body2: ಸಂತ್ರಸ್ತರಿಗೆ ಲೋಕೋಪಯೋಗಿ ಇಲಾಖೆ ವತಿಯಿಂದ ಪರ್ಯಾಯ ಸಂಚಾರ ವ್ಯವಸ್ಥೆ ಕಲ್ಪಿಸುವಂತೆ ಅಧಿಕಾರಿಗಳಿಗೆ ಸೂಚಿಸಿದರು. [1299,1687,1513,1737]
teaser-page-label: ಪುಟ [40,328,55,339]
council-meeting-photo [281,1958,756,2241]
redstone-green-box [795,497,1184,854]
ad-brand-logo [1383,109,1460,186]
ad-phone-number[interactable]: 9972528110 [1346,230,1528,266]
